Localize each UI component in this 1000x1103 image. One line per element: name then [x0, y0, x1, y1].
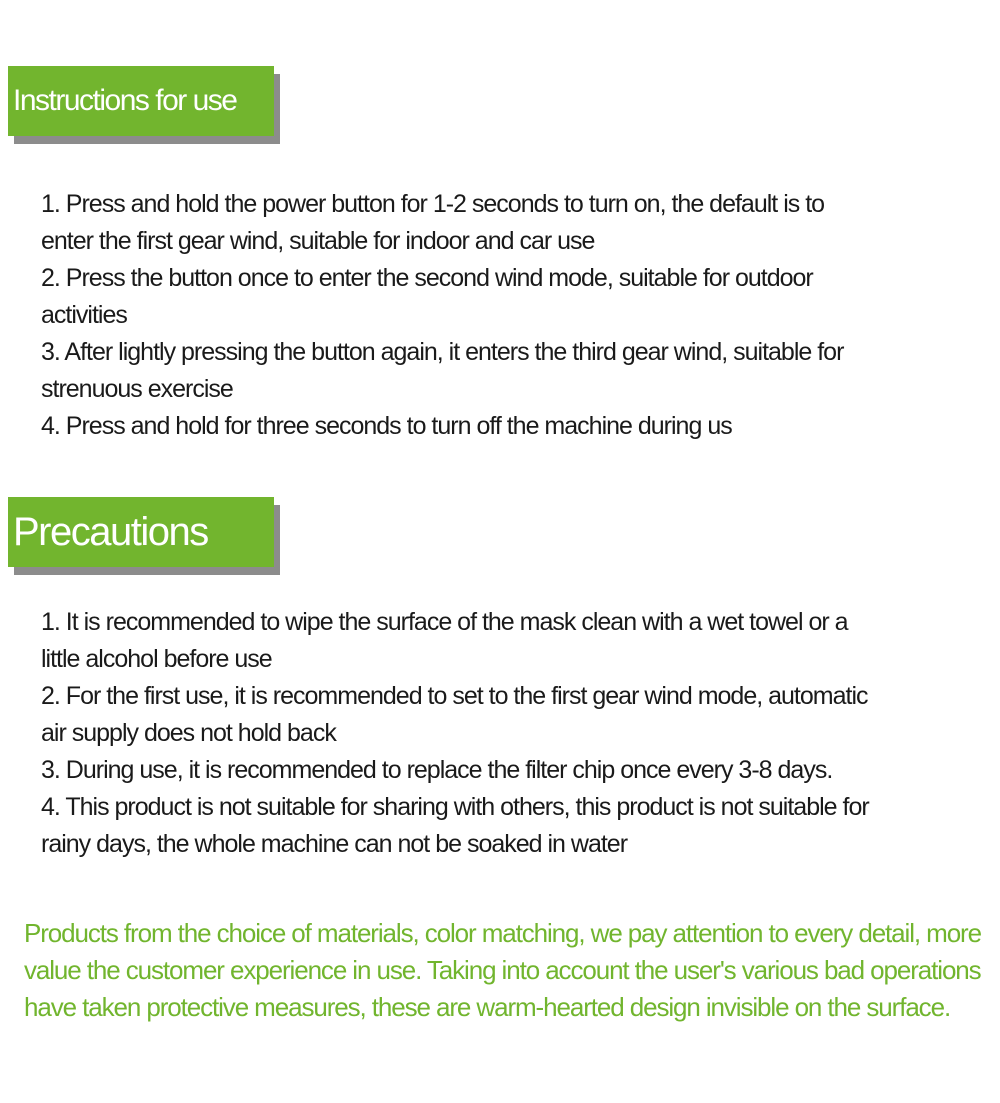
- instruction-item-2: 2. Press the button once to enter the second wind mode, suitable for outdoor activities: [41, 264, 813, 329]
- precautions-banner: [8, 497, 280, 575]
- instruction-item-1: 1. Press and hold the power button for 1-2 seconds to turn on, the default is to enter the first gear wind, suitable for indoor and car use: [41, 190, 825, 255]
- precautions-list: [41, 604, 891, 863]
- instruction-item-3: 3. After lightly pressing the button again, it enters the third gear wind, suitable for strenuous exercise: [41, 338, 844, 403]
- instructions-banner: [8, 66, 280, 144]
- instructions-title: Instructions for use: [8, 66, 274, 136]
- instructions-list: [41, 186, 851, 445]
- precaution-item-4: 4. This product is not suitable for sharing with others, this product is not suitable for rainy days, the whole machine can not be soaked in water: [41, 793, 869, 858]
- precaution-item-2: 2. For the first use, it is recommended to set to the first gear wind mode, automatic air supply does not hold back: [41, 682, 868, 747]
- instruction-item-4: 4. Press and hold for three seconds to turn off the machine during us: [41, 412, 732, 440]
- precaution-item-1: 1. It is recommended to wipe the surface of the mask clean with a wet towel or a little alcohol before use: [41, 608, 848, 673]
- closing-note: Products from the choice of materials, color matching, we pay attention to every detail, more value the customer experience in use. Taking into account the user's various bad operations have taken protective measures, these are warm-hearted design invisible on the surface.: [24, 918, 981, 1022]
- precautions-title: Precautions: [8, 497, 274, 567]
- precaution-item-3: 3. During use, it is recommended to replace the filter chip once every 3-8 days.: [41, 756, 833, 784]
